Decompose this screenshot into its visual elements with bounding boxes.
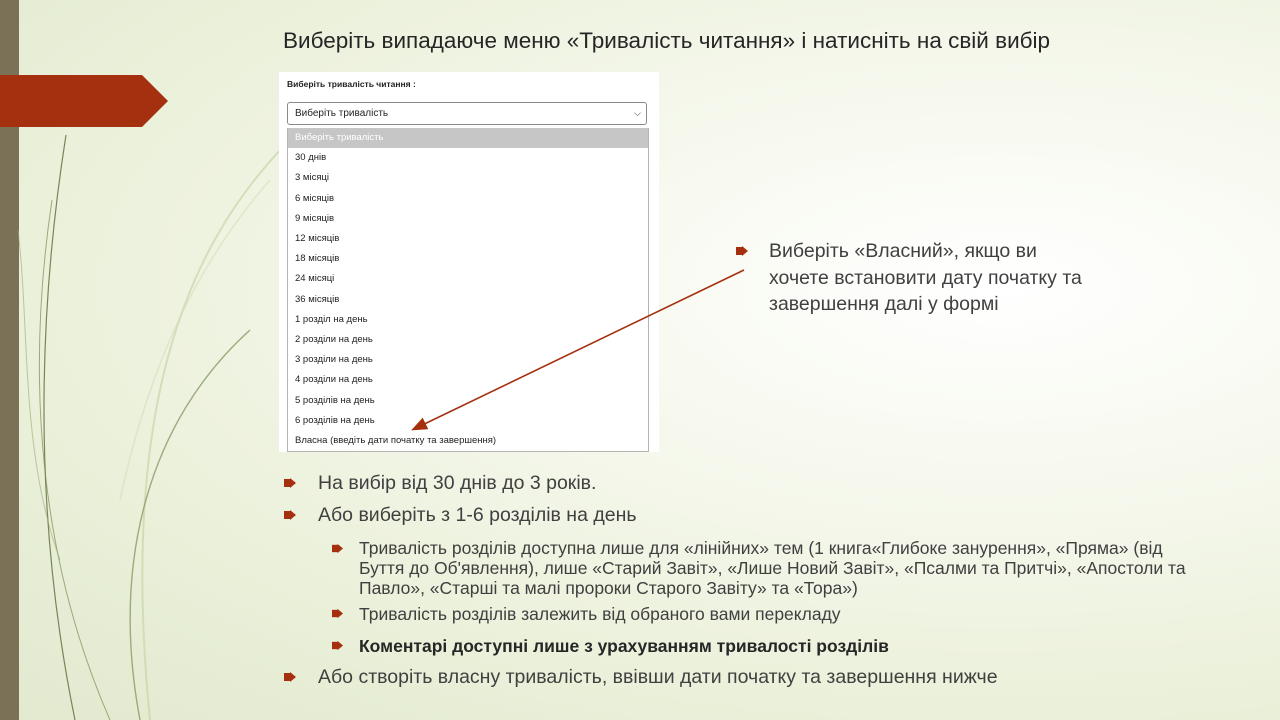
- slide-title: Виберіть випадаюче меню «Тривалість читання» і натисніть на свій вибір: [283, 28, 1051, 53]
- bullet-icon: [736, 245, 748, 257]
- subbullet-comments-text: Коментарі доступні лише з урахуванням тривалості розділів: [359, 636, 889, 656]
- dropdown-option-custom[interactable]: Власна (введіть дати початку та завершення): [295, 435, 497, 446]
- subbullet-translation: Тривалість розділів залежить від обраного вами перекладу: [359, 604, 841, 624]
- select-value: Виберіть тривалість: [295, 108, 389, 119]
- subbullet-comments: [359, 636, 889, 656]
- dropdown-option[interactable]: Виберіть тривалість: [288, 128, 648, 148]
- dropdown-option[interactable]: 18 місяців: [295, 253, 340, 265]
- bullet-icon: [284, 477, 296, 489]
- dropdown-option[interactable]: 3 розділи на день: [295, 354, 373, 366]
- bullet-chapters-per-day: Або виберіть з 1-6 розділів на день: [318, 504, 637, 526]
- bullet-icon: [284, 671, 296, 683]
- dropdown-option[interactable]: 24 місяці: [295, 273, 335, 285]
- bullet-duration-range: На вибір від 30 днів до 3 років.: [318, 472, 597, 494]
- dropdown-option[interactable]: 2 розділи на день: [295, 334, 373, 345]
- bullet-icon: [332, 640, 343, 651]
- dropdown-screenshot: [279, 72, 659, 452]
- dropdown-option[interactable]: 36 місяців: [295, 293, 340, 305]
- bullet-custom-duration: Або створіть власну тривалість, ввівши дати початку та завершення нижче: [318, 666, 998, 688]
- dropdown-option[interactable]: 30 днів: [295, 152, 327, 164]
- duration-select[interactable]: [287, 102, 647, 125]
- dropdown-option[interactable]: 9 місяців: [295, 212, 335, 224]
- subbullet-linear-topics: Тривалість розділів доступна лише для «лінійних» тем (1 книга«Глибоке занурення», «Пряма» (від Буття до Об'явлення), лише «Старий Завіт», «Лише Новий Завіт», «Псалми та Притчі», «Апостоли та Павло», «Старші та малі пророки Старого Завіту» та «Тора»): [359, 538, 1186, 598]
- dropdown-options-list: [287, 128, 649, 452]
- dropdown-label: Виберіть тривалість читання :: [287, 79, 416, 89]
- bullet-icon: [284, 509, 296, 521]
- dropdown-option[interactable]: 5 розділів на день: [295, 394, 375, 406]
- dropdown-option[interactable]: 12 місяців: [295, 233, 340, 244]
- bullet-icon: [332, 608, 343, 619]
- bullet-icon: [332, 543, 343, 554]
- dropdown-option[interactable]: 6 розділів на день: [295, 414, 375, 426]
- accent-arrow-shape: [0, 75, 168, 127]
- chevron-down-icon: ⌵: [634, 108, 641, 118]
- dropdown-option[interactable]: 4 розділи на день: [295, 374, 373, 386]
- callout-text: Виберіть «Власний», якщо ви хочете встановити дату початку та завершення далі у формі: [769, 240, 1082, 315]
- dropdown-option[interactable]: 3 місяці: [295, 172, 330, 184]
- dropdown-option[interactable]: 6 місяців: [295, 192, 335, 204]
- decorative-leaves: [0, 0, 300, 720]
- dropdown-option[interactable]: 1 розділ на день: [295, 313, 368, 325]
